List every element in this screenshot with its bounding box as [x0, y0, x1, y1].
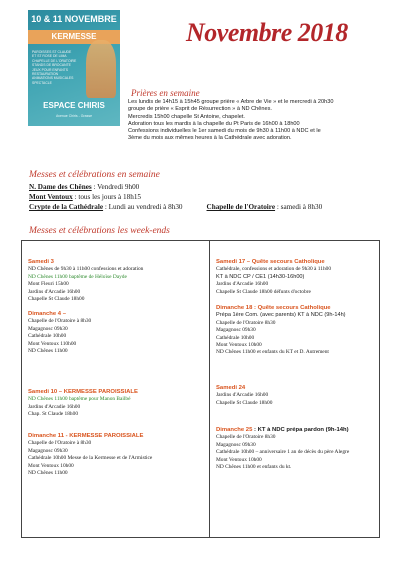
- poster-kermesse: KERMESSE: [51, 32, 97, 41]
- schedule-line: Mont Ventoux 10h00: [28, 462, 74, 469]
- poster-espace: ESPACE CHIRIS: [43, 101, 105, 110]
- day-heading-row: [216, 427, 376, 434]
- poster-line: ANIMATIONS MUSICALES: [32, 76, 74, 81]
- schedule-line: Magagnosc 09h30: [28, 447, 68, 454]
- poster-lines: [32, 50, 82, 85]
- samedi-3-block: [28, 259, 208, 303]
- schedule-line: Chapelle St Claude 18h00 défunts d'octobre: [216, 288, 311, 295]
- schedule-line: Jardins d'Arcadie 16h00: [28, 288, 81, 295]
- schedule-line: Cathédrale 10h00: [28, 333, 67, 340]
- poster-line: SPECTACLE: [32, 80, 52, 85]
- schedule-line: Magagnosc 09h30: [216, 327, 256, 334]
- schedule-line: Chap. St Claude 18h00: [28, 411, 79, 418]
- schedule-line: Cathédrale, confessions et adoration de 9h30 à 11h00: [216, 266, 332, 273]
- day-heading: Samedi 24: [216, 385, 246, 391]
- samedi-17-block: [216, 259, 376, 296]
- prieres-line: Mercredis 15h00 chapelle St Antoine, chapelet.: [128, 113, 245, 120]
- schedule-line: Jardins d'Arcadie 16h00: [216, 281, 269, 288]
- bapteme-line: ND Chênes 11h00 baptême de Héloïse Dayde: [28, 273, 127, 280]
- schedule-line: ND Chênes 11h00 et enfants du KT et D. Autrement: [216, 349, 329, 356]
- prieres-line: 3ème du mois aux mêmes heures à la Cathédrale avec adoration.: [128, 135, 292, 142]
- place-name: Chapelle de l'Oratoire: [206, 203, 276, 212]
- poster-line: STANDS DE BROCANTE: [32, 63, 71, 68]
- dimanche-11-block: [28, 433, 208, 477]
- schedule-line: Mont Ventoux 110h00: [28, 340, 77, 347]
- dimanche-25-block: [216, 427, 376, 471]
- day-heading: Samedi 17 – Quête secours Catholique: [216, 259, 325, 265]
- messes-row: [29, 202, 389, 212]
- messes-semaine-list: [29, 182, 389, 213]
- messes-row: [29, 192, 389, 202]
- poster-line: ET ST ROSE DE LIMA: [32, 54, 67, 59]
- schedule-line: Cathédrale 10h00 Messe de la Kermesse et de l'Armistice: [28, 455, 153, 462]
- schedule-line: ND Chênes 11h00: [28, 348, 68, 355]
- schedule-line: Magagnosc 09h30: [216, 441, 256, 448]
- page-title: Novembre 2018: [186, 18, 348, 47]
- schedule-line: Chapelle de l'Oratoire à 8h30: [28, 440, 92, 447]
- schedule: : Vendredi 9h00: [91, 183, 140, 191]
- prieres-text: [128, 99, 390, 143]
- schedule-line: Magagnosc 09h30: [28, 325, 68, 332]
- schedule-line: Chapelle de l'Oratoire 8h30: [216, 434, 276, 441]
- schedule-line: Chapelle de l'Oratoire 8h30: [216, 319, 276, 326]
- samedi-24-block: [216, 385, 376, 407]
- kt-line: Prépa 1ère Com. (avec parents) KT à NDC (9h-14h): [216, 312, 346, 319]
- kermesse-poster: [28, 10, 120, 126]
- kt-line: KT à NDC CP / CE1 (14h30-16h00): [216, 273, 305, 280]
- day-heading: Dimanche 25: [216, 427, 254, 433]
- samedi-10-block: [28, 389, 208, 419]
- schedule-line: Mont Ventoux 10h00: [216, 456, 262, 463]
- day-heading: Samedi 10 – KERMESSE PAROISSIALE: [28, 389, 138, 395]
- schedule-line: Cathédrale 10h00 – anniversaire 1 an de décès du père Alegre: [216, 449, 350, 456]
- schedule-line: ND Chênes 11h00: [28, 470, 68, 477]
- poster-line: PAROISSES ST CLAUDE: [32, 50, 72, 54]
- weekend-heading: Messes et célébrations les week-ends: [29, 226, 170, 236]
- messes-semaine-heading: Messes et célébrations en semaine: [29, 170, 160, 180]
- prieres-line: Adoration tous les mardis à la chapelle du Pt Paris de 16h00 à 18h00: [128, 120, 300, 127]
- poster-address: Avenue Chiris - Grasse: [55, 114, 93, 118]
- day-heading: Dimanche 4 –: [28, 311, 66, 317]
- schedule-line: Mont Fleuri 15h00: [28, 281, 69, 288]
- dimanche-18-block: [216, 305, 376, 357]
- schedule-line: ND Chênes de 9h30 à 11h00 confessions et adoration: [28, 266, 144, 273]
- place-name: Crypte de la Cathédrale: [29, 203, 104, 212]
- day-heading: Samedi 3: [28, 259, 54, 265]
- prieres-line: Confessions individuelles le 1er samedi du mois de 9h30 à 11h00 à NDC et le: [128, 128, 321, 135]
- schedule-line: Chapelle St Claude 18h00: [216, 399, 273, 406]
- bapteme-line: ND Chênes 11h00 baptême pour Manon Bailbé: [28, 396, 131, 403]
- place-name: Mont Ventoux: [29, 193, 73, 202]
- schedule-line: ND Chênes 11h00 et enfants du kt.: [216, 464, 292, 471]
- prieres-line: groupe de prière « Esprit de Résurrection » à ND Chênes.: [128, 106, 272, 113]
- poster-line: JEUX POUR ENFANTS: [32, 67, 68, 72]
- messes-row: [29, 182, 389, 192]
- place-name: N. Dame des Chênes: [29, 183, 92, 191]
- kt-line: : KT à NDC prépa pardon (9h-14h): [253, 427, 349, 433]
- prieres-line: Les lundis de 14h15 à 15h45 groupe prière « Arbre de Vie » et le mercredi à 20h30: [128, 99, 334, 105]
- poster-line: CHAPELLE DE L'ORATOIRE: [32, 58, 77, 63]
- poster-line: RESTAURATION: [32, 72, 59, 77]
- schedule: : tous les jours à 18h15: [72, 193, 142, 202]
- schedule-line: Chapelle de l'Oratoire à 8h30: [28, 318, 92, 325]
- schedule-line: Mont Ventoux 10h00: [216, 342, 262, 349]
- prieres-heading: Prières en semaine: [131, 88, 200, 98]
- column-divider: [209, 240, 210, 538]
- poster-illustration: [86, 40, 116, 98]
- day-heading: Dimanche 18 : Quête secours Catholique: [216, 305, 331, 311]
- schedule: : samedi à 8h30: [275, 203, 323, 212]
- schedule-line: Cathédrale 10h00: [216, 334, 255, 341]
- dimanche-4-block: [28, 311, 208, 355]
- schedule-line: Jardins d'Arcadie 16h00: [28, 403, 81, 410]
- poster-dates: 10 & 11 NOVEMBRE: [31, 14, 117, 24]
- day-heading: Dimanche 11 - KERMESSE PAROISSIALE: [28, 433, 144, 439]
- schedule-line: Chapelle St Claude 18h00: [28, 296, 85, 303]
- schedule-line: Jardins d'Arcadie 16h00: [216, 392, 269, 399]
- schedule: : Lundi au vendredi à 8h30: [103, 203, 183, 212]
